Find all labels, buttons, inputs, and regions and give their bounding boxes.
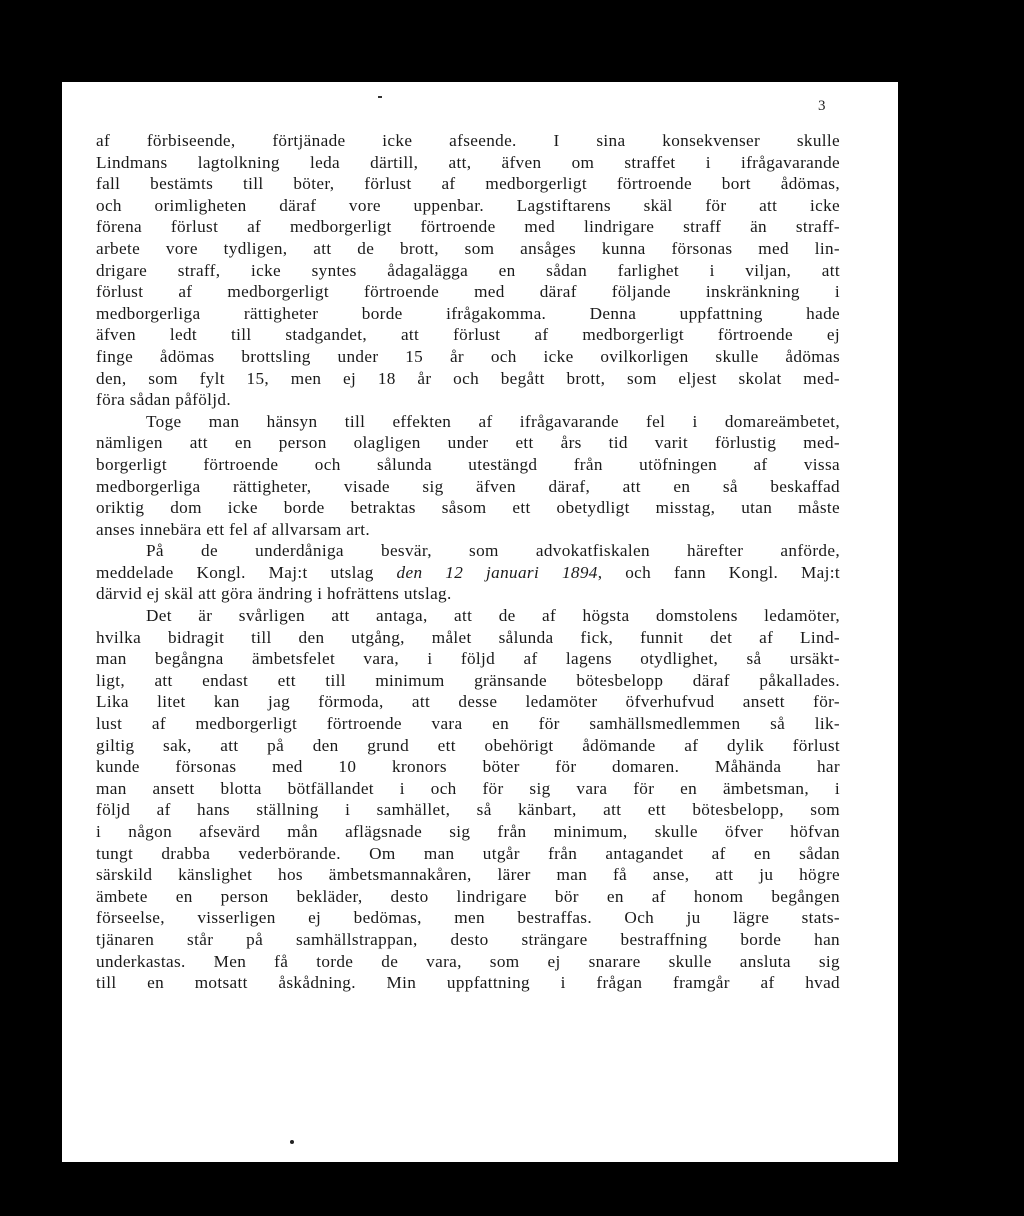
text-line: Lika litet kan jag förmoda, att desse ledamöter öfverhufvud ansett för- [96,692,840,712]
text-line: anses innebära ett fel af allvarsam art. [96,519,371,539]
text-line: hvilka bidragit till den utgång, målet sålunda fick, funnit det af Lind- [96,627,840,647]
text-line: arbete vore tydligen, att de brott, som ansåges kunna försonas med lin- [96,238,840,258]
text-line: föra sådan påföljd. [96,390,232,410]
text-line: därvid ej skäl att göra ändring i hofrättens utslag. [96,584,452,604]
text-line: oriktig dom icke borde betraktas såsom ett obetydligt misstag, utan måste [96,498,840,518]
print-dot [290,1140,294,1144]
text-line: man begångna ämbetsfelet vara, i följd af lagens otydlighet, så ursäkt- [96,649,840,669]
text-line: man ansett blotta bötfällandet i och för sig vara för en ämbetsman, i [96,778,840,798]
italic-date: den 12 januari 1894 [396,562,598,582]
text-line: ämbete en person bekläder, desto lindrigare bör en af honom begången [96,886,840,906]
text-line: underkastas. Men få torde de vara, som ej snarare skulle ansluta sig [96,951,840,971]
text-line: följd af hans ställning i samhället, så känbart, att ett bötesbelopp, som [96,800,840,820]
text-line: nämligen att en person olagligen under ett års tid varit förlustig med- [96,433,840,453]
text-line: förlust af medborgerligt förtroende med däraf följande inskränkning i [96,282,840,302]
text-line: lust af medborgerligt förtroende vara en för samhällsmedlemmen så lik- [96,714,840,734]
text-line: fall bestämts till böter, förlust af medborgerligt förtroende bort ådömas, [96,174,840,194]
text-line: i någon afsevärd mån aflägsnade sig från minimum, skulle öfver höfvan [96,822,840,841]
text-line: medborgerliga rättigheter, visade sig äfven däraf, att en så beskaffad [96,476,840,496]
print-speck [378,96,382,98]
page-number: 3 [818,98,826,114]
text-line: borgerligt förtroende och sålunda utestängd från utöfningen af vissa [96,454,840,474]
text-line: Lindmans lagtolkning leda därtill, att, äfven om straffet i ifrågavarande [96,152,840,172]
body-text [96,130,840,994]
text-line: tjänaren står på samhällstrappan, desto strängare bestraffning borde han [96,929,840,949]
text-line: ligt, att endast ett till minimum gränsande bötesbelopp däraf påkallades. [96,670,840,690]
text-line: förena förlust af medborgerligt förtroende med lindrigare straff än straff- [96,217,840,237]
text-line: och orimligheten däraf vore uppenbar. Lagstiftarens skäl för att icke [96,195,840,215]
text-line: giltig sak, att på den grund ett obehörigt ådömande af dylik förlust [96,735,840,755]
text-line: meddelade Kongl. Maj:t utslag den 12 januari 1894, och fann Kongl. Maj:t [96,562,840,582]
text-line: kunde försonas med 10 kronors böter för domaren. Måhända har [96,757,840,777]
text-line: Toge man hänsyn till effekten af ifrågavarande fel i domareämbetet, [146,411,840,431]
text-line: förseelse, visserligen ej bedömas, men bestraffas. Och ju lägre stats- [96,908,840,928]
text-line: särskild känslighet hos ämbetsmannakåren, lärer man få anse, att ju högre [96,865,840,885]
text-line: till en motsatt åskådning. Min uppfattning i frågan framgår af hvad [96,973,840,993]
text-line: äfven ledt till stadgandet, att förlust af medborgerligt förtroende ej [96,325,840,345]
text-line: af förbiseende, förtjänade icke afseende. I sina konsekvenser skulle [96,131,840,150]
text-line: finge ådömas brottsling under 15 år och icke ovilkorligen skulle ådömas [96,346,840,366]
text-line: På de underdåniga besvär, som advokatfiskalen härefter anförde, [146,541,840,561]
text-line: medborgerliga rättigheter borde ifrågakomma. Denna uppfattning hade [96,303,840,323]
text-line: Det är svårligen att antaga, att de af högsta domstolens ledamöter, [146,606,840,626]
text-line: tungt drabba vederbörande. Om man utgår från antagandet af en sådan [96,843,840,863]
text-line: den, som fylt 15, men ej 18 år och begått brott, som eljest skolat med- [96,368,840,388]
text-line: drigare straff, icke syntes ådagalägga en sådan farlighet i viljan, att [96,260,840,280]
